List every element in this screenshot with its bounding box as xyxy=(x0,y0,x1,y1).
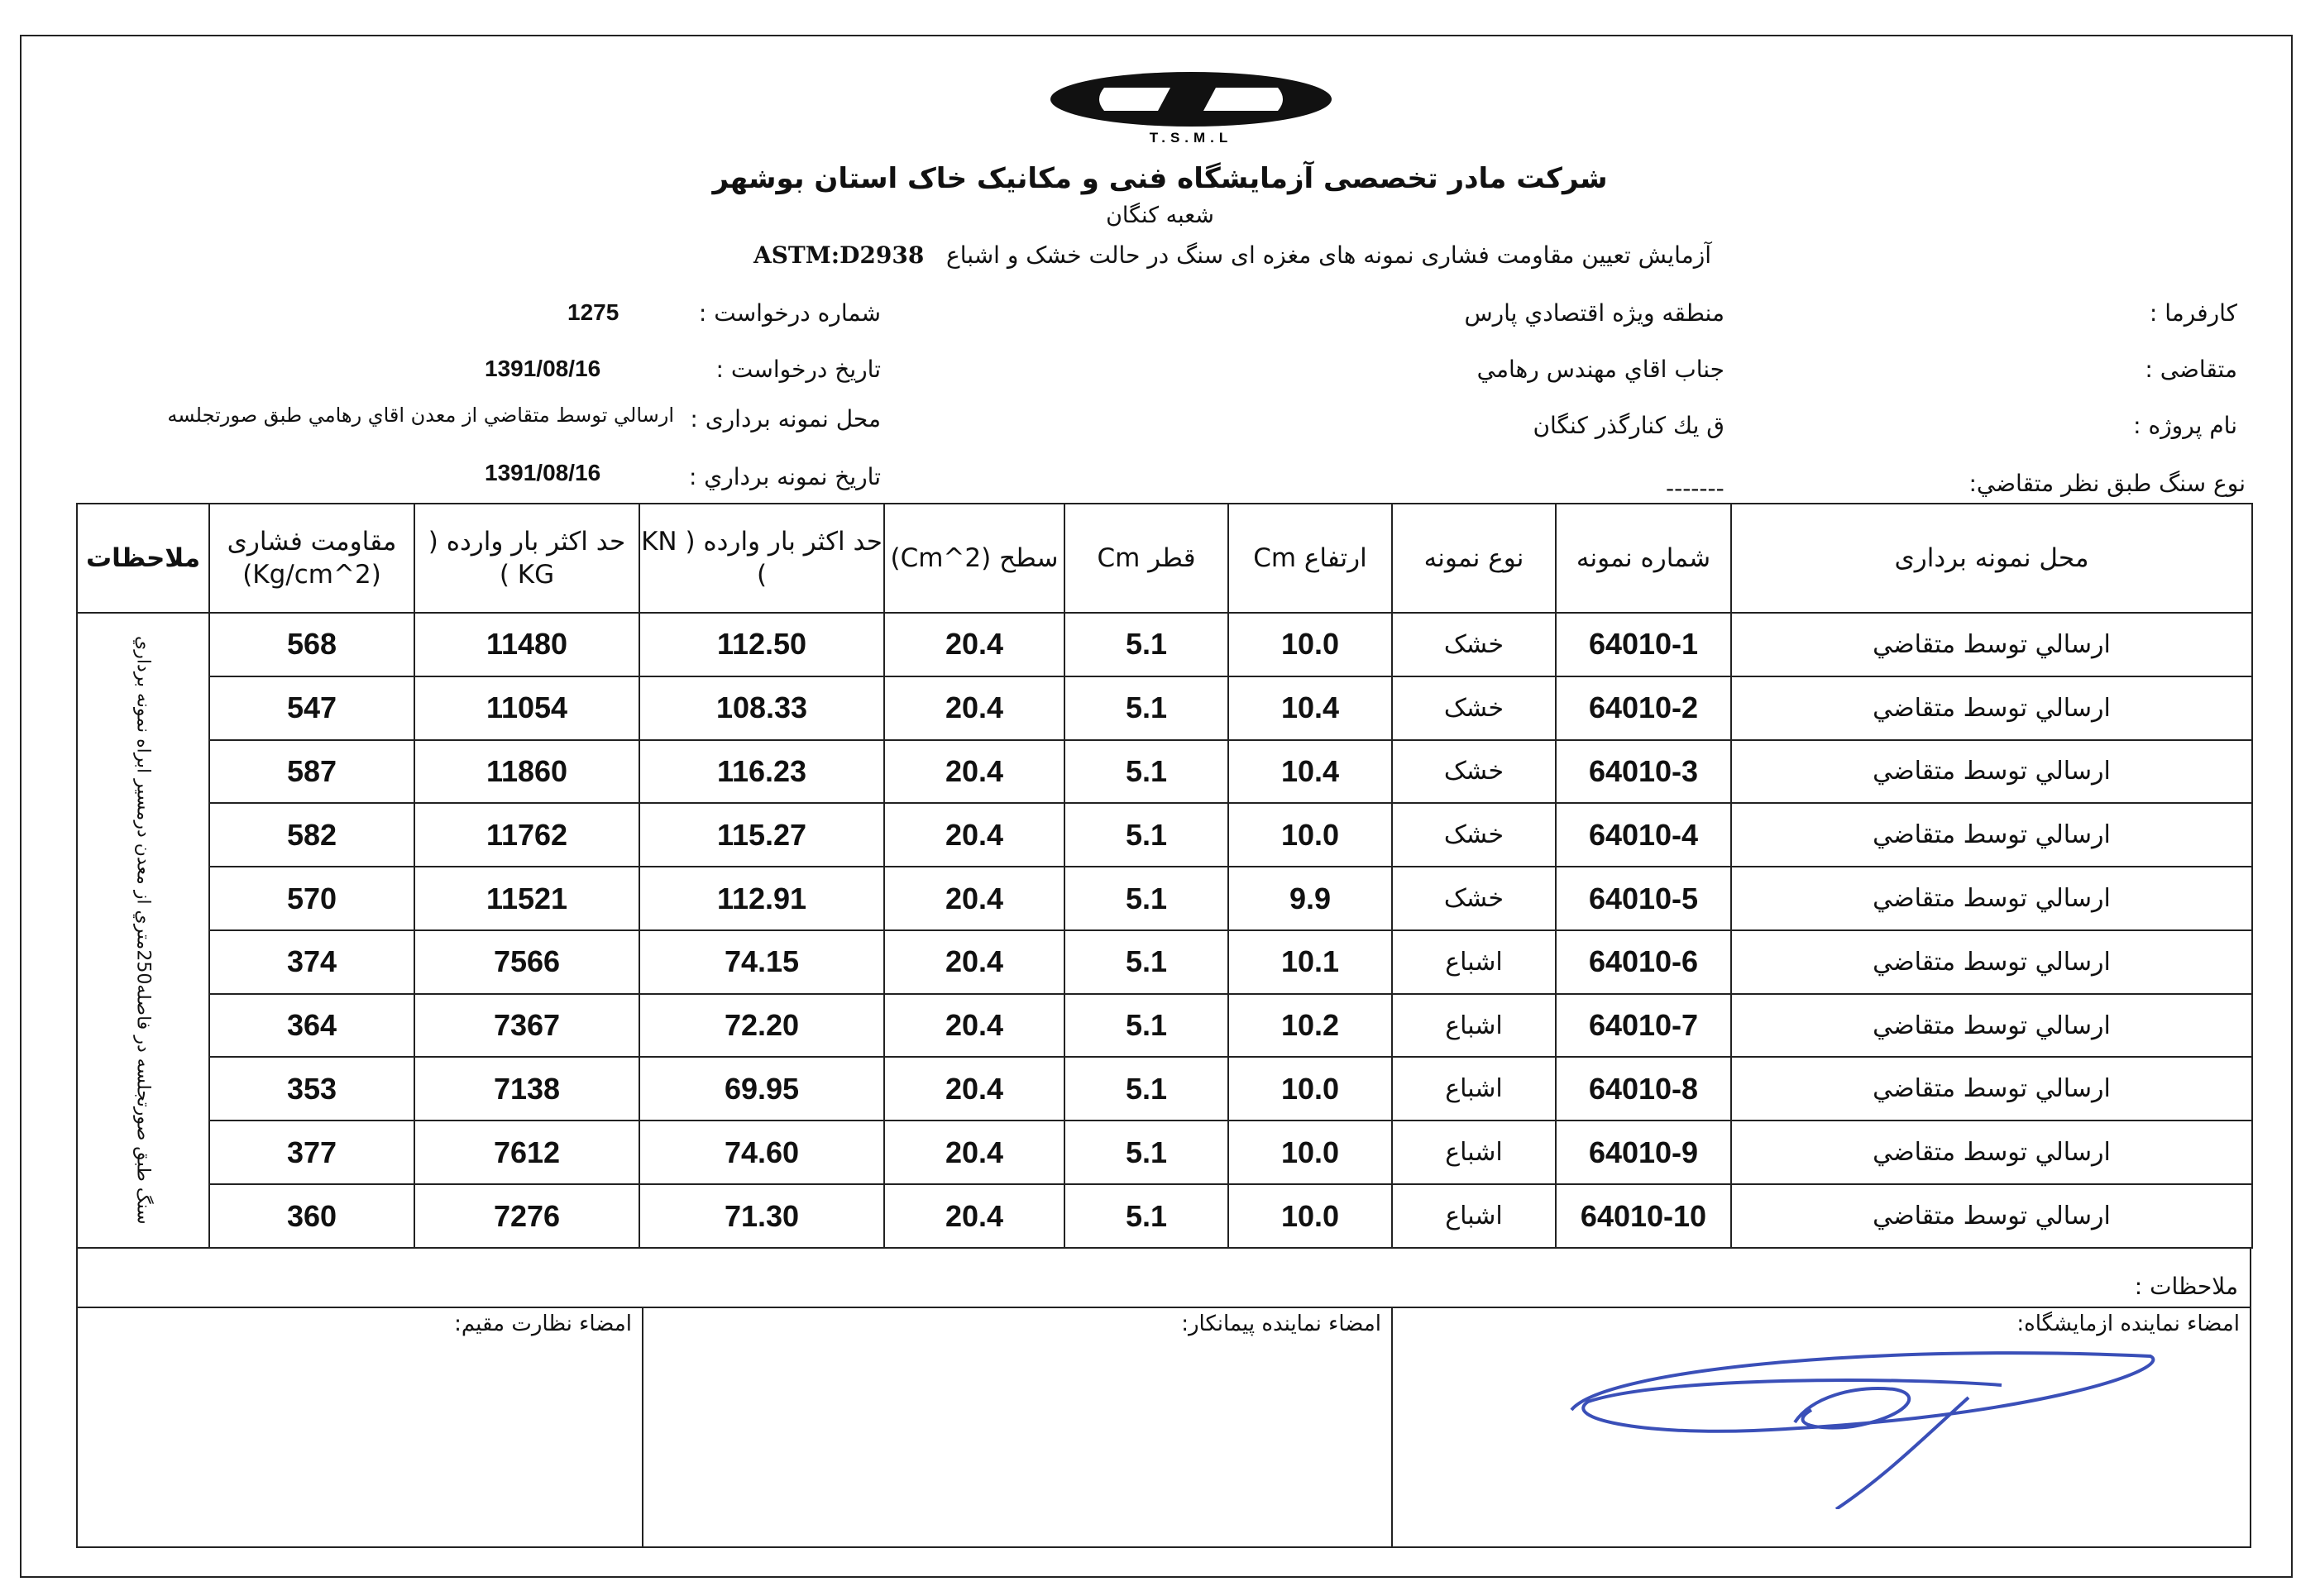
cell-height: 10.0 xyxy=(1228,613,1392,676)
cell-sample-number: 64010-5 xyxy=(1556,867,1731,930)
cell-sampling-place: ارسالي توسط متقاضي xyxy=(1731,1184,2252,1248)
cell-load-kg: 11054 xyxy=(414,676,639,740)
cell-height: 9.9 xyxy=(1228,867,1392,930)
header-height: ارتفاع Cm xyxy=(1228,504,1392,613)
cell-sample-number: 64010-1 xyxy=(1556,613,1731,676)
handwritten-signature xyxy=(1538,1319,2184,1509)
cell-sample-type: اشباع xyxy=(1392,994,1556,1058)
cell-area: 20.4 xyxy=(884,1121,1064,1184)
request-date-value: 1391/08/16 xyxy=(485,356,601,381)
cell-diameter: 5.1 xyxy=(1064,930,1228,994)
cell-sample-type: خشک xyxy=(1392,676,1556,740)
applicant-label: متقاضی : xyxy=(2145,356,2237,383)
cell-height: 10.4 xyxy=(1228,676,1392,740)
cell-sampling-place: ارسالي توسط متقاضي xyxy=(1731,740,2252,804)
cell-load-kn: 69.95 xyxy=(639,1057,884,1121)
cell-area: 20.4 xyxy=(884,1057,1064,1121)
cell-strength: 568 xyxy=(209,613,414,676)
cell-load-kn: 72.20 xyxy=(639,994,884,1058)
cell-load-kn: 71.30 xyxy=(639,1184,884,1248)
employer-label: کارفرما : xyxy=(2149,299,2237,327)
cell-load-kg: 7566 xyxy=(414,930,639,994)
header-diameter: قطر Cm xyxy=(1064,504,1228,613)
cell-strength: 547 xyxy=(209,676,414,740)
cell-height: 10.0 xyxy=(1228,1121,1392,1184)
rock-type-label: نوع سنگ طبق نظر متقاضي: xyxy=(1968,470,2246,497)
header-remarks: ملاحظات xyxy=(77,504,209,613)
cell-load-kn: 116.23 xyxy=(639,740,884,804)
project-value: ق يك كنارگذر كنگان xyxy=(1533,412,1724,439)
cell-height: 10.1 xyxy=(1228,930,1392,994)
header-load-kn: حد اکثر بار وارده ( KN ) xyxy=(639,504,884,613)
cell-sampling-place: ارسالي توسط متقاضي xyxy=(1731,1121,2252,1184)
cell-load-kg: 7367 xyxy=(414,994,639,1058)
cell-load-kg: 11480 xyxy=(414,613,639,676)
cell-strength: 587 xyxy=(209,740,414,804)
test-title xyxy=(695,241,1770,269)
cell-height: 10.4 xyxy=(1228,740,1392,804)
cell-sample-type: اشباع xyxy=(1392,1121,1556,1184)
cell-load-kg: 7138 xyxy=(414,1057,639,1121)
cell-height: 10.0 xyxy=(1228,1057,1392,1121)
cell-height: 10.2 xyxy=(1228,994,1392,1058)
cell-diameter: 5.1 xyxy=(1064,867,1228,930)
cell-diameter: 5.1 xyxy=(1064,613,1228,676)
cell-strength: 374 xyxy=(209,930,414,994)
cell-diameter: 5.1 xyxy=(1064,676,1228,740)
table-row xyxy=(77,1057,2252,1121)
cell-sampling-place: ارسالي توسط متقاضي xyxy=(1731,676,2252,740)
cell-diameter: 5.1 xyxy=(1064,803,1228,867)
table-row xyxy=(77,676,2252,740)
cell-strength: 364 xyxy=(209,994,414,1058)
cell-area: 20.4 xyxy=(884,867,1064,930)
cell-area: 20.4 xyxy=(884,740,1064,804)
sampling-place-value: ارسالي توسط متقاضي از معدن اقاي رهامي طبق صورتجلسه xyxy=(167,404,674,427)
cell-diameter: 5.1 xyxy=(1064,1057,1228,1121)
employer-value: منطقه ويژه اقتصادي پارس xyxy=(1464,299,1724,327)
header-strength: مقاومت فشاری (Kg/cm^2) xyxy=(209,504,414,613)
cell-area: 20.4 xyxy=(884,930,1064,994)
table-header-row xyxy=(77,504,2252,613)
cell-load-kn: 74.60 xyxy=(639,1121,884,1184)
cell-sample-number: 64010-2 xyxy=(1556,676,1731,740)
header-sample-type: نوع نمونه xyxy=(1392,504,1556,613)
cell-sampling-place: ارسالي توسط متقاضي xyxy=(1731,930,2252,994)
cell-sampling-place: ارسالي توسط متقاضي xyxy=(1731,803,2252,867)
table-row xyxy=(77,1184,2252,1248)
request-number-value: 1275 xyxy=(567,299,619,325)
cell-sample-number: 64010-6 xyxy=(1556,930,1731,994)
cell-sample-number: 64010-3 xyxy=(1556,740,1731,804)
cell-load-kn: 112.50 xyxy=(639,613,884,676)
standard-code: ASTM:D2938 xyxy=(753,241,925,269)
cell-load-kn: 108.33 xyxy=(639,676,884,740)
cell-load-kg: 11762 xyxy=(414,803,639,867)
company-title: شرکت مادر تخصصی آزمایشگاه فنی و مکانیک خاک استان بوشهر xyxy=(712,162,1608,195)
cell-sample-number: 64010-4 xyxy=(1556,803,1731,867)
cell-area: 20.4 xyxy=(884,1184,1064,1248)
cell-load-kg: 7612 xyxy=(414,1121,639,1184)
applicant-value: جناب اقاي مهندس رهامي xyxy=(1476,356,1724,383)
cell-strength: 353 xyxy=(209,1057,414,1121)
remarks-cell: سنگ طبق صورتجلسه در فاصله250متري از معدن درمسير ابراه نمونه برداري xyxy=(77,613,209,1248)
lab-rep-label: امضاء نماينده ازمايشگاه: xyxy=(2016,1312,2240,1336)
cell-sampling-place: ارسالي توسط متقاضي xyxy=(1731,1057,2252,1121)
cell-sample-number: 64010-8 xyxy=(1556,1057,1731,1121)
contractor-signature-box xyxy=(642,1308,1393,1548)
cell-sampling-place: ارسالي توسط متقاضي xyxy=(1731,613,2252,676)
supervisor-label: امضاء نظارت مقيم: xyxy=(454,1312,632,1336)
remarks-label: ملاحظات : xyxy=(2134,1273,2238,1300)
sampling-date-value: 1391/08/16 xyxy=(485,460,601,485)
table-row xyxy=(77,994,2252,1058)
cell-load-kn: 74.15 xyxy=(639,930,884,994)
supervisor-signature-box xyxy=(76,1308,642,1548)
table-row xyxy=(77,803,2252,867)
table-row xyxy=(77,930,2252,994)
cell-sample-type: خشک xyxy=(1392,803,1556,867)
cell-strength: 570 xyxy=(209,867,414,930)
cell-sampling-place: ارسالي توسط متقاضي xyxy=(1731,867,2252,930)
table-row xyxy=(77,867,2252,930)
results-table xyxy=(76,503,2253,1249)
cell-load-kn: 115.27 xyxy=(639,803,884,867)
table-row xyxy=(77,1121,2252,1184)
table-row xyxy=(77,613,2252,676)
header-load-kg: حد اکثر بار وارده ( KG ) xyxy=(414,504,639,613)
cell-load-kn: 112.91 xyxy=(639,867,884,930)
header-area: سطح (Cm^2) xyxy=(884,504,1064,613)
table-row xyxy=(77,740,2252,804)
project-label: نام پروژه : xyxy=(2133,412,2237,439)
cell-sampling-place: ارسالي توسط متقاضي xyxy=(1731,994,2252,1058)
cell-height: 10.0 xyxy=(1228,1184,1392,1248)
cell-sample-type: اشباع xyxy=(1392,1184,1556,1248)
cell-strength: 582 xyxy=(209,803,414,867)
request-date-label: تاریخ درخواست : xyxy=(715,356,881,383)
cell-sample-type: خشک xyxy=(1392,613,1556,676)
header-sample-number: شماره نمونه xyxy=(1556,504,1731,613)
cell-load-kg: 7276 xyxy=(414,1184,639,1248)
cell-strength: 360 xyxy=(209,1184,414,1248)
cell-load-kg: 11521 xyxy=(414,867,639,930)
cell-height: 10.0 xyxy=(1228,803,1392,867)
cell-diameter: 5.1 xyxy=(1064,1121,1228,1184)
cell-sample-number: 64010-9 xyxy=(1556,1121,1731,1184)
cell-area: 20.4 xyxy=(884,994,1064,1058)
cell-sample-type: خشک xyxy=(1392,740,1556,804)
request-number-label: شماره درخواست : xyxy=(698,299,881,327)
cell-diameter: 5.1 xyxy=(1064,740,1228,804)
cell-area: 20.4 xyxy=(884,613,1064,676)
sampling-place-label: محل نمونه برداری : xyxy=(690,405,881,432)
cell-sample-type: اشباع xyxy=(1392,1057,1556,1121)
cell-load-kg: 11860 xyxy=(414,740,639,804)
cell-strength: 377 xyxy=(209,1121,414,1184)
remarks-row xyxy=(76,1249,2251,1308)
cell-sample-type: اشباع xyxy=(1392,930,1556,994)
company-logo xyxy=(1046,69,1336,146)
logo-text: T.S.M.L xyxy=(1149,130,1233,146)
cell-area: 20.4 xyxy=(884,803,1064,867)
test-title-text: آزمایش تعیین مقاومت فشاری نمونه های مغزه ای سنگ در حالت خشک و اشباع xyxy=(946,241,1711,269)
cell-sample-number: 64010-7 xyxy=(1556,994,1731,1058)
cell-diameter: 5.1 xyxy=(1064,1184,1228,1248)
contractor-rep-label: امضاء نماينده پيمانكار: xyxy=(1181,1312,1381,1336)
header-sampling-place: محل نمونه برداری xyxy=(1731,504,2252,613)
cell-diameter: 5.1 xyxy=(1064,994,1228,1058)
cell-sample-number: 64010-10 xyxy=(1556,1184,1731,1248)
rock-type-value: ------- xyxy=(1666,475,1724,502)
sampling-date-label: تاريخ نمونه برداري : xyxy=(688,463,881,490)
cell-area: 20.4 xyxy=(884,676,1064,740)
cell-sample-type: خشک xyxy=(1392,867,1556,930)
branch-title: شعبه کنگان xyxy=(1106,203,1214,228)
